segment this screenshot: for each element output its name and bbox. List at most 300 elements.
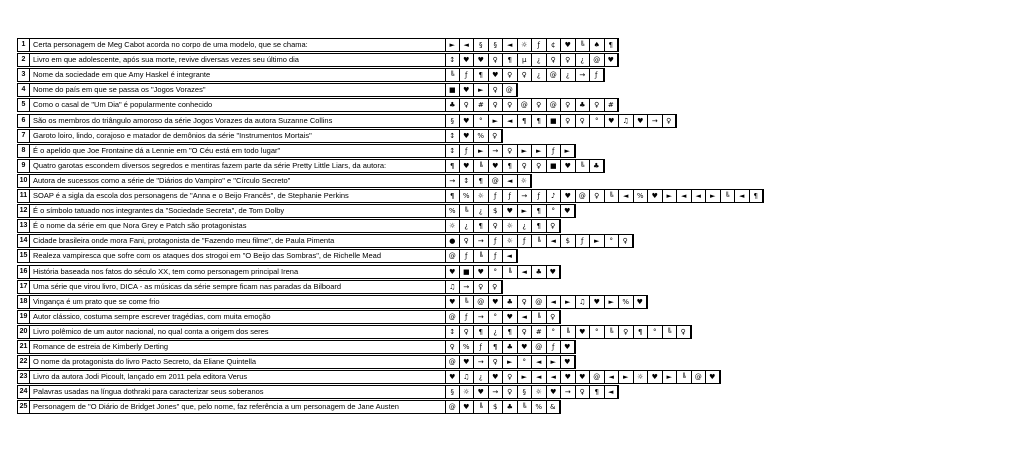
cipher-cell: µ	[518, 53, 533, 67]
question-text: Livro da autora Jodi Picoult, lançado em 2011 pela editora Verus	[30, 370, 457, 384]
cipher-cell: ♣	[590, 159, 605, 173]
cipher-cells	[445, 370, 721, 384]
cipher-cells	[445, 265, 561, 279]
cipher-cell: ♀	[489, 53, 504, 67]
cipher-cell: ♀	[532, 98, 547, 112]
question-text: São os membros do triângulo amoroso da série Jogos Vorazes da autora Suzanne Collins	[30, 114, 457, 128]
row-number: 25	[17, 400, 30, 414]
cipher-cell: ♀	[547, 53, 562, 67]
row-number: 5	[17, 98, 30, 112]
cipher-cell: ƒ	[489, 249, 504, 263]
cipher-cell: @	[474, 295, 489, 309]
question-text: Certa personagem de Meg Cabot acorda no corpo de uma modelo, que se chama:	[30, 38, 457, 52]
cipher-cell: #	[474, 98, 489, 112]
cipher-cell: @	[532, 340, 547, 354]
row-number: 18	[17, 295, 30, 309]
cipher-cell: ♣	[503, 295, 518, 309]
cipher-cell: ◄	[692, 189, 707, 203]
cipher-cell: ♣	[445, 98, 460, 112]
cipher-cell: ¿	[460, 219, 475, 233]
cipher-cell: ╚	[576, 38, 591, 52]
cipher-cell: ♀	[677, 325, 692, 339]
question-text: Autora de sucessos como a série de "Diários do Vampiro" e "Círculo Secreto"	[30, 174, 457, 188]
cipher-cell: #	[605, 98, 620, 112]
cipher-cell: ♀	[547, 219, 562, 233]
cipher-cell: ♀	[503, 144, 518, 158]
cipher-cell: ♥	[561, 159, 576, 173]
cipher-cell: ♥	[460, 159, 475, 173]
cipher-cell: →	[576, 68, 591, 82]
cipher-cell: ♀	[489, 355, 504, 369]
cipher-cell: ♥	[547, 265, 562, 279]
cipher-cell: ♀	[489, 98, 504, 112]
cipher-cell: ♥	[445, 370, 460, 384]
cipher-cell: ♀	[445, 340, 460, 354]
cipher-cell: ♀	[460, 98, 475, 112]
cipher-cell: ►	[518, 370, 533, 384]
cipher-cells	[445, 340, 576, 354]
cipher-cell: ♀	[503, 98, 518, 112]
row-number: 1	[17, 38, 30, 52]
question-text: Palavras usadas na língua dothraki para caracterizar seus soberanos	[30, 385, 457, 399]
cipher-cell: ╚	[503, 265, 518, 279]
cipher-cell: ◄	[619, 189, 634, 203]
question-text: Realeza vampiresca que sofre com os ataques dos strogoi em "O Beijo das Sombras", de Richelle Mead	[30, 249, 457, 263]
cipher-cell: ♥	[561, 355, 576, 369]
question-text: Nome da sociedade em que Amy Haskel é integrante	[30, 68, 457, 82]
cipher-cell: ♀	[590, 189, 605, 203]
cipher-cell: ◄	[518, 265, 533, 279]
cipher-cell: ƒ	[460, 144, 475, 158]
cipher-cell: ¶	[474, 219, 489, 233]
cipher-cell: °	[518, 355, 533, 369]
cipher-cell: ■	[445, 83, 460, 97]
cipher-cells	[445, 280, 503, 294]
question-text: É o nome da série em que Nora Grey e Patch são protagonistas	[30, 219, 457, 233]
cipher-cell: ◄	[532, 355, 547, 369]
cipher-cell: @	[692, 370, 707, 384]
cipher-cell: ¶	[532, 219, 547, 233]
cipher-cell: ¶	[489, 340, 504, 354]
cipher-cell: ¶	[605, 38, 620, 52]
row-number: 3	[17, 68, 30, 82]
cipher-cell: ►	[590, 234, 605, 248]
cipher-cell: ◄	[605, 370, 620, 384]
question-text: Nome do país em que se passa os "Jogos Vorazes"	[30, 83, 457, 97]
cipher-cell: ƒ	[460, 310, 475, 324]
cipher-cell: ¶	[445, 189, 460, 203]
cipher-cell: ►	[474, 83, 489, 97]
row-number: 13	[17, 219, 30, 233]
cipher-cell: →	[489, 385, 504, 399]
question-text: Romance de estreia de Kimberly Derting	[30, 340, 457, 354]
cipher-cell: ╚	[605, 189, 620, 203]
cipher-cell: ƒ	[489, 234, 504, 248]
cipher-cell: ►	[619, 370, 634, 384]
cipher-cell: ►	[547, 355, 562, 369]
cipher-cell: ╚	[445, 68, 460, 82]
cipher-cell: ¿	[518, 219, 533, 233]
cipher-cell: ╚	[576, 159, 591, 173]
cipher-cell: °	[590, 325, 605, 339]
cipher-cell: ¶	[474, 325, 489, 339]
cipher-cell: @	[518, 98, 533, 112]
row-number: 19	[17, 310, 30, 324]
cipher-cell: °	[605, 234, 620, 248]
cipher-cell: ♥	[648, 189, 663, 203]
cipher-cell: →	[648, 114, 663, 128]
cipher-cell: ◄	[547, 370, 562, 384]
cipher-cell: ¶	[503, 325, 518, 339]
cipher-cells	[445, 129, 503, 143]
row-number: 23	[17, 370, 30, 384]
cipher-cell: ♀	[532, 159, 547, 173]
cipher-cells	[445, 400, 561, 414]
cipher-cell: §	[445, 385, 460, 399]
cipher-cell: ♥	[605, 114, 620, 128]
cipher-cell: ♣	[503, 340, 518, 354]
cipher-cell: %	[474, 129, 489, 143]
cipher-cell: ☼	[518, 38, 533, 52]
cipher-cell: ♥	[576, 370, 591, 384]
cipher-cell: ╚	[460, 295, 475, 309]
cipher-cell: ◄	[735, 189, 750, 203]
cipher-cell: ☼	[634, 370, 649, 384]
question-text: Quatro garotas escondem diversos segredos e mentiras fazem parte da série Pretty Little Liars, da autora:	[30, 159, 457, 173]
cipher-cell: ♠	[590, 38, 605, 52]
cipher-cell: °	[474, 114, 489, 128]
row-number: 22	[17, 355, 30, 369]
cipher-cell: ♀	[474, 280, 489, 294]
cipher-cell: ►	[561, 144, 576, 158]
cipher-cell: °	[590, 114, 605, 128]
cipher-cells	[445, 249, 518, 263]
cipher-cell: ♀	[489, 219, 504, 233]
cipher-cell: ☼	[532, 385, 547, 399]
question-text: Livro polêmico de um autor nacional, no qual conta a origem dos seres	[30, 325, 457, 339]
cipher-cell: ♀	[460, 325, 475, 339]
cipher-cell: ♥	[489, 159, 504, 173]
question-text: Autor clássico, costuma sempre escrever tragédias, com muita emoção	[30, 310, 457, 324]
cipher-cell: ♀	[663, 114, 678, 128]
cipher-cell: ♀	[503, 385, 518, 399]
cipher-cell: ♥	[605, 53, 620, 67]
cipher-cell: ╚	[677, 370, 692, 384]
cipher-cell: ♥	[460, 53, 475, 67]
cipher-cell: ♥	[460, 400, 475, 414]
cipher-cell: @	[503, 83, 518, 97]
cipher-cell: ¶	[532, 114, 547, 128]
cipher-cells	[445, 234, 634, 248]
question-text: História baseada nos fatos do século XX, tem como personagem principal Irena	[30, 265, 457, 279]
cipher-cell: ¶	[590, 385, 605, 399]
cipher-cell: ►	[532, 144, 547, 158]
cipher-cell: ►	[706, 189, 721, 203]
cipher-cell: @	[489, 174, 504, 188]
cipher-cell: ¿	[532, 53, 547, 67]
cipher-cell: @	[590, 370, 605, 384]
cipher-cell: ☼	[518, 174, 533, 188]
cipher-cell: ╚	[474, 400, 489, 414]
cipher-cell: ♀	[561, 98, 576, 112]
row-number: 16	[17, 265, 30, 279]
cipher-cell: ¿	[561, 68, 576, 82]
row-number: 8	[17, 144, 30, 158]
cipher-cell: ƒ	[489, 189, 504, 203]
cipher-cell: ƒ	[460, 68, 475, 82]
cipher-cell: ♀	[518, 68, 533, 82]
row-number: 15	[17, 249, 30, 263]
cipher-cell: ►	[503, 355, 518, 369]
cipher-cell: @	[445, 355, 460, 369]
cipher-cell: ♥	[648, 370, 663, 384]
cipher-cell: ╚	[460, 204, 475, 218]
cipher-cell: ╚	[605, 325, 620, 339]
row-number: 12	[17, 204, 30, 218]
question-text: Como o casal de "Um Dia" é popularmente conhecido	[30, 98, 457, 112]
row-number: 7	[17, 129, 30, 143]
cipher-cell: ╚	[532, 310, 547, 324]
cipher-cell: ♣	[576, 98, 591, 112]
cipher-cell: ♥	[460, 114, 475, 128]
question-text: Cidade brasileira onde mora Fani, protagonista de "Fazendo meu filme", de Paula Pimenta	[30, 234, 457, 248]
question-text: É o símbolo tatuado nos integrantes da "Sociedade Secreta", de Tom Dolby	[30, 204, 457, 218]
cipher-cell: →	[489, 144, 504, 158]
cipher-cell: ☼	[460, 385, 475, 399]
cipher-cells	[445, 114, 677, 128]
cipher-cell: ►	[561, 295, 576, 309]
cipher-cell: %	[460, 340, 475, 354]
cipher-cell: ƒ	[532, 38, 547, 52]
cipher-cell: ¶	[445, 159, 460, 173]
cipher-cell: ☼	[474, 189, 489, 203]
cipher-cell: ♥	[561, 189, 576, 203]
cipher-cell: →	[474, 234, 489, 248]
cipher-cell: ƒ	[518, 234, 533, 248]
row-number: 2	[17, 53, 30, 67]
cipher-cell: ◄	[547, 234, 562, 248]
cipher-cell: ♥	[489, 68, 504, 82]
cipher-cell: ♀	[590, 98, 605, 112]
cipher-cell: ■	[547, 114, 562, 128]
cipher-cell: ¿	[576, 53, 591, 67]
cipher-cell: @	[445, 249, 460, 263]
cipher-cells	[445, 204, 576, 218]
cipher-cells	[445, 295, 648, 309]
cipher-cell: ◄	[677, 189, 692, 203]
cipher-cell: ♥	[460, 355, 475, 369]
cipher-cell: #	[532, 325, 547, 339]
cipher-cell: @	[445, 400, 460, 414]
question-text: Vingança é um prato que se come frio	[30, 295, 457, 309]
cipher-cell: ◄	[532, 370, 547, 384]
cipher-cell: ƒ	[547, 144, 562, 158]
cipher-cell: ♥	[503, 310, 518, 324]
cipher-cell: ¶	[634, 325, 649, 339]
cipher-cell: ¶	[532, 204, 547, 218]
cipher-cell: §	[489, 38, 504, 52]
cipher-cell: ╚	[663, 325, 678, 339]
cipher-cell: ƒ	[460, 249, 475, 263]
cipher-cell: ●	[445, 234, 460, 248]
cipher-cell: ◄	[503, 249, 518, 263]
cipher-cell: ♥	[474, 53, 489, 67]
cipher-cells	[445, 355, 576, 369]
cipher-cell: ↕	[445, 53, 460, 67]
cipher-cells	[445, 174, 532, 188]
question-text: Garoto loiro, lindo, corajoso e matador de demônios da série "Instrumentos Mortais"	[30, 129, 457, 143]
cipher-cell: ♥	[474, 265, 489, 279]
cipher-cells	[445, 38, 619, 52]
row-number: 11	[17, 189, 30, 203]
cipher-cell: ♪	[547, 189, 562, 203]
cipher-cell: ↕	[445, 325, 460, 339]
cipher-cell: ♥	[634, 114, 649, 128]
cipher-cell: ♥	[489, 295, 504, 309]
cipher-cell: ♥	[518, 340, 533, 354]
cipher-cell: ♀	[518, 325, 533, 339]
cipher-cell: ♀	[518, 159, 533, 173]
question-text: Livro em que adolescente, após sua morte, revive diversas vezes seu último dia	[30, 53, 457, 67]
cipher-cell: ╚	[721, 189, 736, 203]
cipher-cell: ♣	[532, 265, 547, 279]
cipher-cell: ¢	[547, 38, 562, 52]
cipher-cell: ♀	[576, 385, 591, 399]
cipher-cell: §	[474, 38, 489, 52]
cipher-cells	[445, 159, 605, 173]
cipher-cell: ¿	[532, 68, 547, 82]
cipher-cell: ►	[663, 370, 678, 384]
cipher-cell: ♣	[503, 400, 518, 414]
cipher-cell: ◄	[518, 310, 533, 324]
cipher-cells	[445, 53, 619, 67]
cipher-cell: °	[547, 204, 562, 218]
cipher-cell: ╚	[518, 400, 533, 414]
row-number: 20	[17, 325, 30, 339]
cipher-cell: ¶	[474, 174, 489, 188]
cipher-cell: ♥	[634, 295, 649, 309]
cipher-cell: °	[489, 265, 504, 279]
cipher-cell: ƒ	[474, 340, 489, 354]
cipher-cell: ♀	[547, 310, 562, 324]
cipher-cell: $	[561, 234, 576, 248]
cipher-cell: $	[489, 400, 504, 414]
row-number: 9	[17, 159, 30, 173]
cipher-cell: °	[489, 310, 504, 324]
cipher-cell: §	[445, 114, 460, 128]
cipher-cell: →	[460, 280, 475, 294]
cipher-cell: §	[518, 385, 533, 399]
row-number: 21	[17, 340, 30, 354]
cipher-cell: →	[561, 385, 576, 399]
cipher-cell: ♀	[489, 280, 504, 294]
row-number: 17	[17, 280, 30, 294]
cipher-cell: ◄	[547, 295, 562, 309]
cipher-cell: %	[634, 189, 649, 203]
cipher-cell: @	[445, 310, 460, 324]
cipher-cell: @	[590, 53, 605, 67]
cipher-cell: ♀	[518, 295, 533, 309]
cipher-cell: ♫	[460, 370, 475, 384]
cipher-cell: ¿	[474, 204, 489, 218]
row-number: 14	[17, 234, 30, 248]
cipher-cell: →	[474, 355, 489, 369]
cipher-cell: ►	[663, 189, 678, 203]
cipher-cell: @	[547, 68, 562, 82]
cipher-cells	[445, 219, 561, 233]
cipher-cell: ♀	[561, 53, 576, 67]
cipher-cell: ↕	[445, 129, 460, 143]
cipher-cell: ♥	[474, 385, 489, 399]
cipher-cell: ♫	[445, 280, 460, 294]
cipher-cell: ╚	[474, 249, 489, 263]
cipher-cell: ♥	[561, 340, 576, 354]
cipher-cell: ►	[445, 38, 460, 52]
cipher-cell: ♀	[561, 114, 576, 128]
cipher-cell: °	[547, 325, 562, 339]
cipher-cell: &	[547, 400, 562, 414]
cipher-cell: ♀	[576, 114, 591, 128]
cipher-cell: ♥	[460, 129, 475, 143]
cipher-cell: ♥	[561, 38, 576, 52]
cipher-cell: ƒ	[576, 234, 591, 248]
cipher-cell: ♥	[489, 370, 504, 384]
cipher-cell: ƒ	[503, 189, 518, 203]
cipher-cell: ¶	[750, 189, 765, 203]
cipher-cell: ♥	[576, 325, 591, 339]
cipher-cell: ►	[605, 295, 620, 309]
cipher-cell: ♫	[576, 295, 591, 309]
cipher-cell: ╚	[532, 234, 547, 248]
cipher-cell: ¶	[503, 53, 518, 67]
cipher-cell: @	[532, 295, 547, 309]
cipher-cell: ►	[518, 144, 533, 158]
cipher-cell: ¶	[474, 68, 489, 82]
cipher-cell: ↕	[460, 174, 475, 188]
cipher-cell: ♀	[460, 234, 475, 248]
cipher-cell: ◄	[503, 174, 518, 188]
cipher-cell: →	[518, 189, 533, 203]
cipher-cell: ☼	[503, 219, 518, 233]
row-number: 4	[17, 83, 30, 97]
cipher-cell: ♥	[561, 370, 576, 384]
cipher-cells	[445, 98, 619, 112]
question-text: SOAP é a sigla da escola dos personagens de "Anna e o Beijo Francês", de Stephanie Perkins	[30, 189, 457, 203]
row-number: 6	[17, 114, 30, 128]
cipher-cell: ■	[460, 265, 475, 279]
cipher-cell: ƒ	[547, 340, 562, 354]
cipher-cell: ►	[518, 204, 533, 218]
cipher-cell: ♥	[561, 204, 576, 218]
cipher-cell: ♀	[503, 68, 518, 82]
cipher-cell: →	[445, 174, 460, 188]
cipher-cell: ¶	[518, 114, 533, 128]
question-text: O nome da protagonista do livro Pacto Secreto, da Eliane Quintella	[30, 355, 457, 369]
cipher-cell: ¿	[489, 325, 504, 339]
cipher-cell: %	[532, 400, 547, 414]
cipher-cells	[445, 325, 692, 339]
cipher-cells	[445, 83, 518, 97]
cipher-cell: ☼	[503, 234, 518, 248]
cipher-cell: ƒ	[532, 189, 547, 203]
cipher-cell: ¿	[474, 370, 489, 384]
cipher-cells	[445, 189, 764, 203]
cipher-cell: ╚	[474, 159, 489, 173]
question-text: É o apelido que Joe Frontaine dá a Lennie em "O Céu está em todo lugar"	[30, 144, 457, 158]
cipher-cell: ►	[474, 144, 489, 158]
question-text: Uma série que virou livro, DICA - as músicas da série sempre ficam nas paradas da Bilboard	[30, 280, 457, 294]
cipher-cell: ♀	[489, 83, 504, 97]
